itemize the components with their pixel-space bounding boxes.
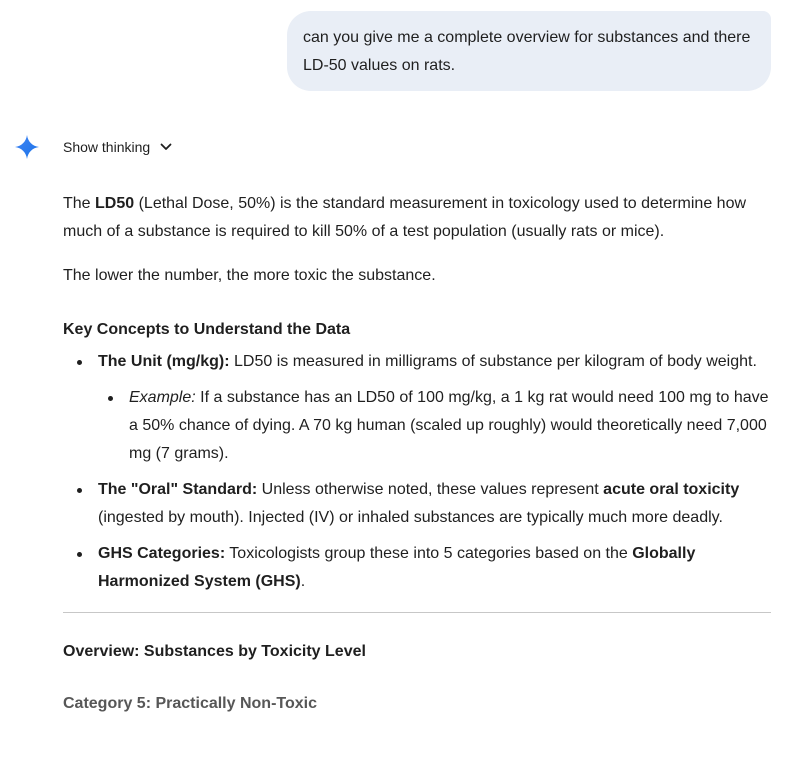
- key-concepts-heading: Key Concepts to Understand the Data: [63, 321, 351, 338]
- list-item-unit: [98, 348, 771, 468]
- section-divider: [63, 612, 771, 613]
- show-thinking-toggle[interactable]: [63, 136, 172, 158]
- gemini-spark-icon: [15, 135, 39, 159]
- assistant-response: [63, 190, 771, 718]
- lower-number-paragraph: The lower the number, the more toxic the substance.: [63, 267, 436, 284]
- list-item-ghs: [98, 540, 771, 596]
- example-text: If a substance has an LD50 of 100 mg/kg, a 1 kg rat would need 100 mg to have a 50% chance of dying. A 70 kg human (scaled up roughly) would theoretically need 7,000 mg (7 grams).: [129, 389, 769, 462]
- unit-text: LD50 is measured in milligrams of substance per kilogram of body weight.: [229, 353, 757, 370]
- intro-text-pre: The: [63, 195, 96, 212]
- show-thinking-label: Show thinking: [63, 139, 151, 155]
- oral-text-pre: Unless otherwise noted, these values represent: [257, 481, 604, 498]
- list-item-example: [129, 384, 771, 468]
- intro-paragraph: [63, 190, 771, 246]
- unit-label: The Unit (mg/kg):: [98, 353, 230, 370]
- ghs-label: GHS Categories:: [98, 545, 226, 562]
- example-label: Example:: [129, 389, 196, 406]
- list-item-oral-standard: [98, 476, 771, 532]
- unit-sublist: [98, 384, 771, 468]
- category-5-heading: Category 5: Practically Non-Toxic: [63, 695, 317, 712]
- oral-bold-term: acute oral toxicity: [603, 481, 740, 498]
- user-message-bubble: [287, 11, 771, 91]
- intro-bold-term: LD50: [95, 195, 135, 212]
- oral-text-post: (ingested by mouth). Injected (IV) or inhaled substances are typically much more deadly.: [98, 509, 723, 526]
- ghs-text-post: .: [300, 573, 306, 590]
- ghs-bold-term: Globally Harmonized System (GHS): [98, 545, 696, 590]
- user-message-text: can you give me a complete overview for substances and there LD-50 values on rats.: [303, 29, 751, 74]
- oral-label: The "Oral" Standard:: [98, 481, 258, 498]
- ghs-text-pre: Toxicologists group these into 5 categories based on the: [225, 545, 633, 562]
- chevron-down-icon: [160, 143, 172, 151]
- overview-heading: Overview: Substances by Toxicity Level: [63, 643, 366, 660]
- key-concepts-list: [63, 348, 771, 596]
- intro-text-post: (Lethal Dose, 50%) is the standard measurement in toxicology used to determine how much of a substance is required to kill 50% of a test population (usually rats or mice).: [63, 195, 747, 240]
